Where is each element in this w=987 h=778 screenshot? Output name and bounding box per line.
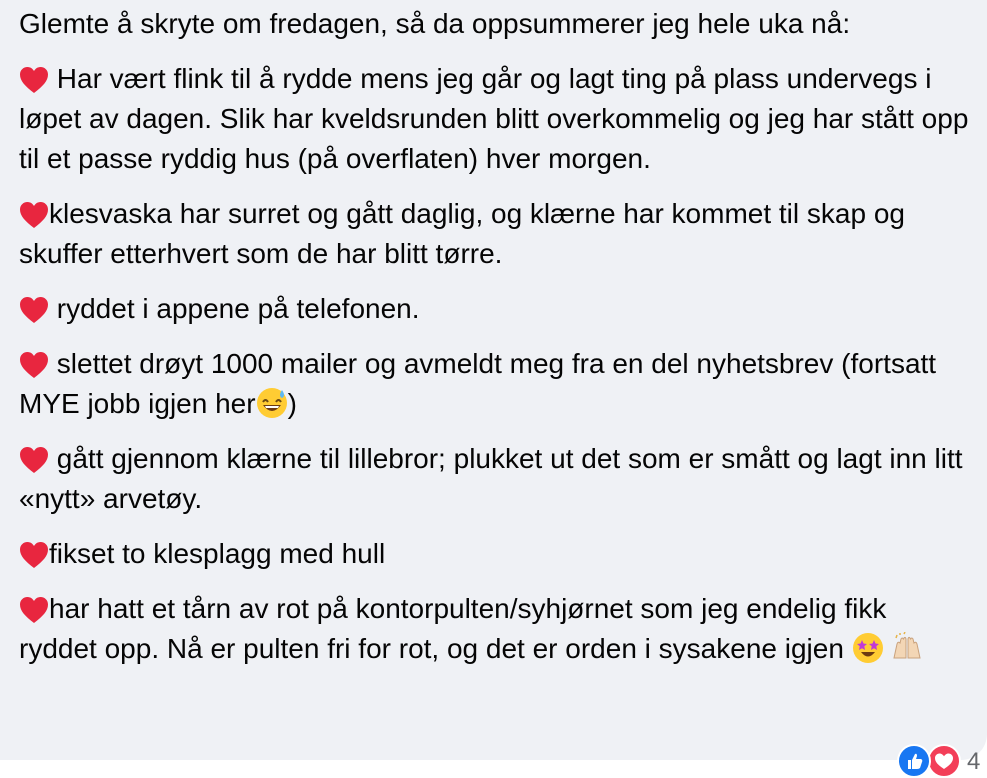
reaction-count[interactable]: 4 (967, 748, 981, 775)
list-item: slettet drøyt 1000 mailer og avmeldt meg fra en del nyhetsbrev (fortsatt MYE jobb igjen her ) (19, 348, 937, 419)
heart-icon (19, 541, 49, 569)
raising-hands-icon (891, 632, 923, 664)
list-item: klesvaska har surret og gått daglig, og klærne har kommet til skap og skuffer etterhvert som de har blitt tørre. (19, 198, 905, 269)
list-item: ryddet i appene på telefonen. (19, 289, 969, 329)
heart-icon (19, 446, 49, 474)
heart-icon (19, 201, 49, 229)
star-struck-icon (852, 632, 884, 664)
reaction-summary[interactable] (897, 744, 987, 774)
post-intro: Glemte å skryte om fredagen, så da oppsummerer jeg hele uka nå: (19, 8, 851, 39)
list-item: har hatt et tårn av rot på kontorpulten/syhjørnet som jeg endelig fikk ryddet opp. Nå er pulten fri for rot, og det er orden i sysakene igjen (19, 589, 969, 669)
grinning-face-with-sweat-icon (256, 387, 288, 419)
list-item: fikset to klesplagg med hull (19, 534, 969, 574)
heart-icon (19, 596, 49, 624)
list-item: gått gjennom klærne til lillebror; plukket ut det som er smått og lagt inn litt «nytt» arvetøy. (19, 443, 963, 514)
heart-icon (19, 351, 49, 379)
like-reaction-icon (897, 744, 931, 778)
love-reaction-icon (927, 744, 961, 778)
heart-icon (19, 296, 49, 324)
heart-icon (19, 66, 49, 94)
list-item: Har vært flink til å rydde mens jeg går og lagt ting på plass undervegs i løpet av dagen. Slik har kveldsrunden blitt overkommelig og jeg har stått opp til et passe ryddig hus (på overflaten) hver morgen. (19, 63, 969, 174)
